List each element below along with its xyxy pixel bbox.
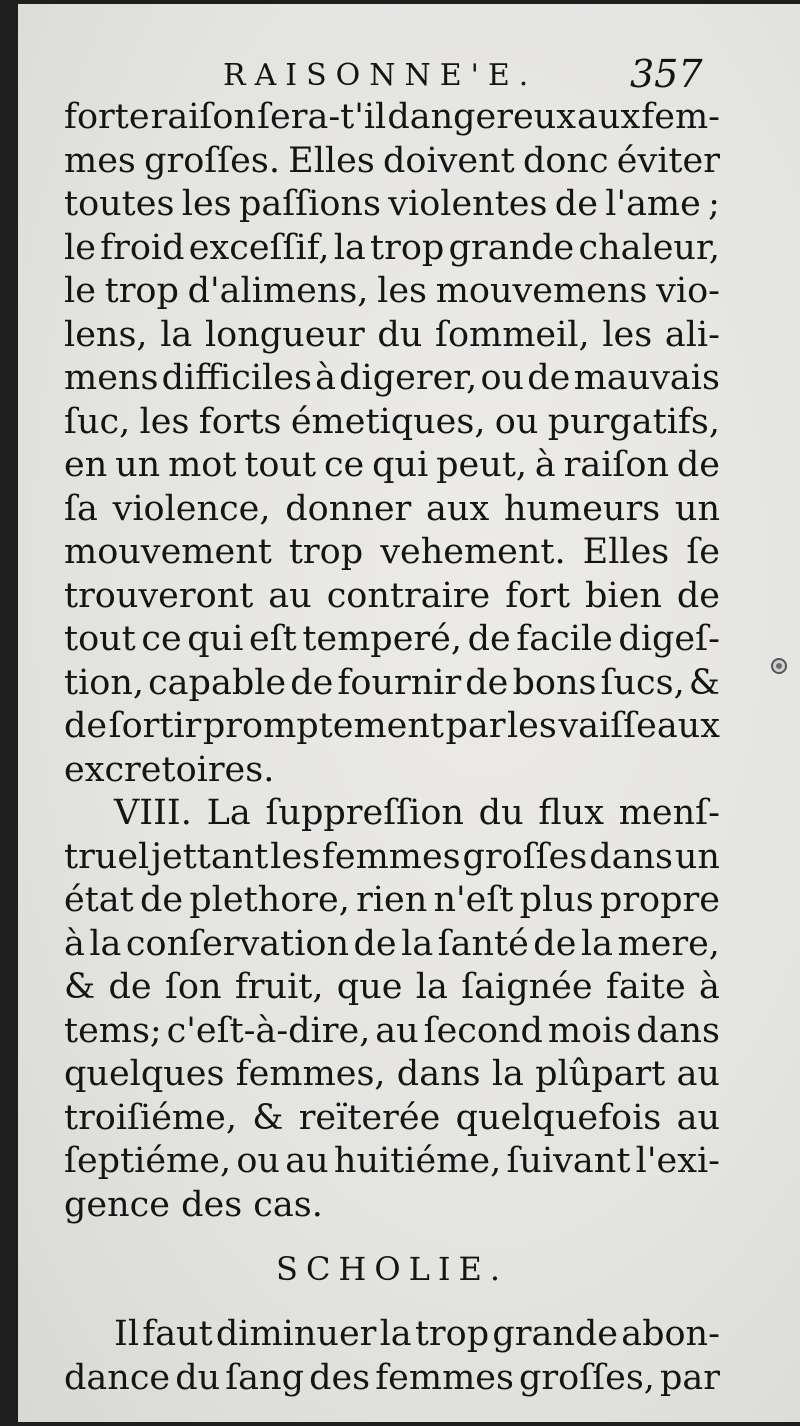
- word: fruit,: [234, 967, 324, 1007]
- text-line: gence des cas.: [64, 1184, 323, 1225]
- word: ce: [141, 619, 182, 659]
- word: trouveront: [64, 575, 254, 616]
- book-page: [18, 4, 800, 1422]
- page-number: 357: [630, 52, 703, 96]
- word: mot: [168, 445, 237, 485]
- word: les: [181, 184, 232, 224]
- word: par: [659, 1357, 720, 1398]
- word: aux: [426, 488, 490, 529]
- text-line: [64, 966, 720, 1010]
- text-line: [64, 1357, 720, 1401]
- text-line: [64, 792, 720, 836]
- word: à: [534, 445, 556, 485]
- word: eſt: [249, 619, 297, 659]
- word: de: [290, 662, 334, 703]
- word: longueur: [204, 314, 365, 355]
- word: un: [674, 836, 720, 877]
- word: groſſes,: [519, 1357, 655, 1398]
- word: du: [377, 314, 423, 355]
- word: donc: [522, 140, 609, 181]
- word: froid: [100, 227, 185, 268]
- word: propre: [599, 880, 720, 920]
- word: mois: [547, 1010, 632, 1051]
- word: dance: [64, 1357, 171, 1398]
- word: ou: [236, 1141, 280, 1181]
- word: diminuer: [215, 1314, 377, 1354]
- word: dangereux: [387, 97, 576, 137]
- word: de: [554, 184, 598, 224]
- word: par: [445, 706, 506, 746]
- word: la: [401, 923, 434, 964]
- word: tout: [244, 445, 317, 485]
- word: groſſes: [462, 836, 588, 877]
- word: état: [64, 880, 134, 920]
- word: lens,: [64, 314, 148, 355]
- word: ali-: [664, 314, 720, 355]
- word: ſommeil,: [435, 314, 590, 355]
- section-heading: SCHOLIE.: [276, 1250, 508, 1288]
- word: raiſon: [150, 97, 256, 137]
- word: vaiſſeaux: [558, 706, 720, 746]
- word: la: [160, 314, 193, 355]
- binding-hole: [773, 660, 785, 672]
- word: Elles: [582, 532, 670, 572]
- text-line: [64, 1140, 720, 1184]
- word: purgatifs,: [547, 401, 720, 442]
- word: ſuc,: [64, 401, 131, 442]
- word: trop: [104, 271, 179, 311]
- word: tems;: [64, 1010, 162, 1051]
- word: au: [676, 1054, 720, 1094]
- text-line: [64, 314, 720, 358]
- word: c'eſt-à-dire,: [166, 1010, 371, 1051]
- text-line: [64, 183, 720, 227]
- word: ſecond: [423, 1010, 543, 1051]
- word: groſſes.: [144, 140, 280, 181]
- word: à: [315, 358, 336, 398]
- word: ſaignée: [461, 967, 593, 1007]
- word: de: [465, 662, 509, 703]
- paragraph-2: [64, 792, 720, 1227]
- text-line: [64, 140, 720, 184]
- word: fournir: [337, 662, 462, 703]
- word: la: [333, 227, 366, 268]
- word: huitiéme,: [333, 1141, 502, 1181]
- word: femmes: [321, 836, 461, 877]
- word: capable: [148, 662, 287, 703]
- text-line: [64, 705, 720, 749]
- word: à: [699, 967, 720, 1007]
- word: vio-: [656, 271, 720, 311]
- word: ce: [323, 445, 365, 485]
- text-line: [64, 618, 720, 662]
- word: de: [353, 923, 397, 964]
- word: les: [506, 706, 557, 746]
- word: vehement.: [380, 532, 566, 572]
- word: la: [580, 923, 613, 964]
- word: de: [108, 967, 152, 1007]
- word: au: [268, 575, 312, 616]
- page-header: [18, 52, 800, 102]
- word: Elles: [288, 140, 375, 181]
- word: de: [139, 880, 184, 920]
- text-block: [64, 96, 720, 1400]
- word: temperé,: [302, 619, 462, 659]
- word: grande: [492, 1314, 619, 1354]
- word: forts: [198, 401, 282, 442]
- word: rien: [356, 880, 428, 920]
- word: plethore,: [189, 880, 350, 920]
- text-line: excretoires.: [64, 749, 275, 790]
- paragraph-3: [64, 1313, 720, 1400]
- word: abon-: [621, 1314, 720, 1354]
- word: &: [252, 1097, 284, 1138]
- word: n'eſt: [433, 880, 514, 920]
- word: trop: [414, 1314, 490, 1354]
- text-line: [64, 836, 720, 880]
- word: ſuppreſſion: [265, 793, 464, 833]
- word: ſa: [64, 488, 98, 529]
- word: paſſions: [238, 184, 381, 224]
- word: à: [64, 923, 85, 964]
- word: &: [688, 662, 720, 703]
- word: l'exi-: [635, 1141, 720, 1181]
- word: conſervation: [125, 923, 350, 964]
- word: du: [175, 1357, 221, 1398]
- word: chaleur,: [578, 227, 720, 268]
- word: de: [676, 445, 720, 485]
- word: de: [64, 706, 108, 746]
- word: un: [115, 445, 161, 485]
- word: toutes: [64, 184, 175, 224]
- word: Il: [114, 1314, 140, 1354]
- word: humeurs: [503, 488, 661, 529]
- word: faite: [605, 967, 686, 1007]
- word: digeſ-: [618, 619, 720, 659]
- word: qui: [187, 619, 244, 659]
- word: plus: [519, 880, 594, 920]
- word: ſucs,: [600, 662, 685, 703]
- word: quelquefois: [455, 1097, 662, 1138]
- running-head: RAISONNE'E.: [223, 58, 538, 93]
- word: bons: [512, 662, 597, 703]
- word: violence,: [112, 488, 271, 529]
- word: dans: [396, 1054, 481, 1094]
- word: ſuivant: [506, 1141, 631, 1181]
- word: des: [309, 1357, 371, 1398]
- word: quelques: [64, 1054, 225, 1094]
- word: d'alimens,: [187, 271, 369, 311]
- word: de: [467, 619, 511, 659]
- text-line: [64, 662, 720, 706]
- word: mouvement: [64, 532, 272, 572]
- word: trop: [288, 532, 364, 572]
- word: émetiques,: [290, 401, 486, 442]
- word: reïterée: [298, 1097, 441, 1138]
- word: ſeptiéme,: [64, 1141, 232, 1181]
- text-line: [64, 879, 720, 923]
- word: ſortir: [108, 706, 202, 746]
- word: VIII.: [114, 793, 192, 833]
- word: peut,: [436, 445, 528, 485]
- word: le: [64, 271, 96, 311]
- word: menſ-: [618, 793, 720, 833]
- text-line: [64, 227, 720, 271]
- paragraph-1: [64, 96, 720, 792]
- word: ſe: [686, 532, 720, 572]
- word: mere,: [617, 923, 720, 964]
- word: ;: [708, 184, 720, 224]
- word: digerer,: [339, 358, 478, 398]
- word: contraire: [326, 575, 491, 616]
- text-line: [64, 575, 720, 619]
- word: La: [206, 793, 251, 833]
- word: exceſſif,: [188, 227, 330, 268]
- word: plûpart: [535, 1054, 666, 1094]
- word: truel: [64, 836, 150, 877]
- text-line: [64, 357, 720, 401]
- text-line: [64, 96, 720, 140]
- text-line: [64, 401, 720, 445]
- word: de: [676, 575, 720, 616]
- word: trop: [370, 227, 445, 268]
- text-line: [64, 1097, 720, 1141]
- spacer: [64, 1299, 720, 1313]
- word: dans: [589, 836, 673, 877]
- word: de: [533, 923, 577, 964]
- word: ſon: [164, 967, 222, 1007]
- word: dans: [636, 1010, 720, 1051]
- word: jettant: [151, 836, 269, 877]
- word: doivent: [382, 140, 515, 181]
- word: la: [415, 967, 448, 1007]
- word: les: [270, 836, 321, 877]
- word: violentes: [388, 184, 548, 224]
- word: les: [602, 314, 653, 355]
- word: difficiles: [161, 358, 312, 398]
- word: facile: [516, 619, 613, 659]
- word: un: [674, 488, 720, 529]
- word: ſanté: [437, 923, 529, 964]
- word: en: [64, 445, 108, 485]
- word: les: [377, 271, 427, 311]
- word: la: [379, 1314, 412, 1354]
- word: ou: [480, 358, 525, 398]
- word: ſang: [225, 1357, 304, 1398]
- word: que: [336, 967, 403, 1007]
- word: promptement: [202, 706, 444, 746]
- word: femmes,: [235, 1054, 386, 1094]
- word: au: [676, 1097, 720, 1138]
- word: flux: [538, 793, 604, 833]
- word: bien: [585, 575, 662, 616]
- word: la: [89, 923, 122, 964]
- word: au: [375, 1010, 419, 1051]
- word: éviter: [616, 140, 720, 181]
- word: qui: [372, 445, 429, 485]
- word: les: [139, 401, 190, 442]
- word: la: [491, 1054, 524, 1094]
- text-line: [64, 1053, 720, 1097]
- word: mauvais: [573, 358, 720, 398]
- word: grande: [448, 227, 575, 268]
- word: fem-: [641, 97, 720, 137]
- word: troiſiéme,: [64, 1097, 237, 1138]
- text-line: [64, 1313, 720, 1357]
- text-line: [64, 1010, 720, 1054]
- word: femmes: [375, 1357, 514, 1398]
- word: fort: [505, 575, 571, 616]
- text-line: [64, 923, 720, 967]
- word: mouvemens: [435, 271, 648, 311]
- word: &: [64, 967, 96, 1007]
- word: tion,: [64, 662, 144, 703]
- word: l'ame: [605, 184, 701, 224]
- word: le: [64, 227, 96, 268]
- text-line: [64, 270, 720, 314]
- word: forte: [64, 97, 150, 137]
- word: faut: [142, 1314, 213, 1354]
- word: de: [527, 358, 571, 398]
- word: raiſon: [563, 445, 669, 485]
- word: aux: [577, 97, 641, 137]
- word: mes: [64, 140, 136, 181]
- word: tout: [64, 619, 136, 659]
- word: au: [285, 1141, 329, 1181]
- text-line: [64, 488, 720, 532]
- word: donner: [285, 488, 412, 529]
- text-line: [64, 444, 720, 488]
- word: du: [478, 793, 524, 833]
- text-line: [64, 531, 720, 575]
- word: mens: [64, 358, 159, 398]
- word: ſera-t'il: [257, 97, 387, 137]
- word: ou: [494, 401, 539, 442]
